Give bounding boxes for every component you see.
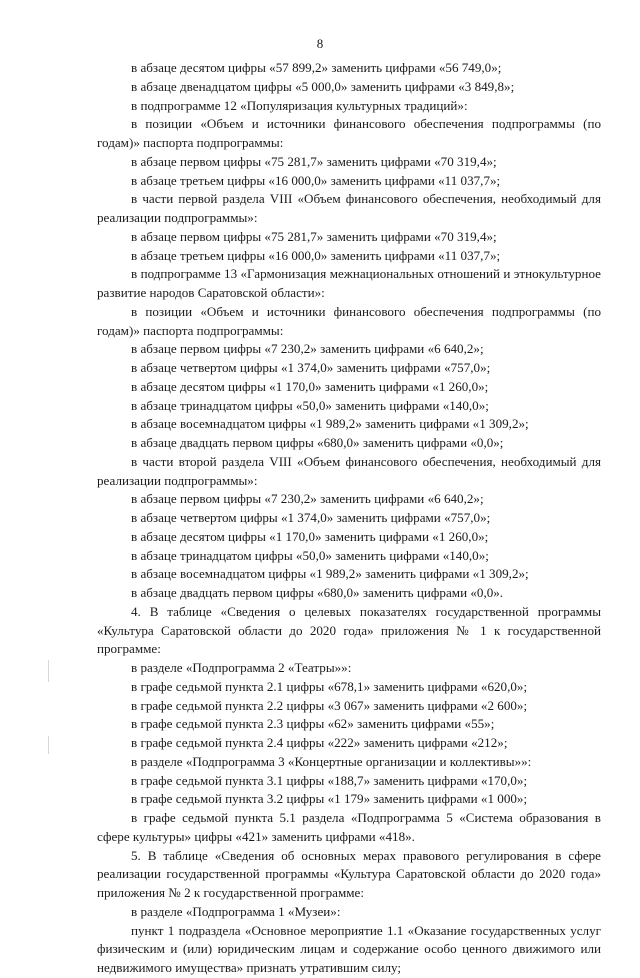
paragraph: в абзаце двадцать первом цифры «680,0» заменить цифрами «0,0». bbox=[131, 585, 504, 600]
paragraph: в абзаце тринадцатом цифры «50,0» заменить цифрами «140,0»; bbox=[131, 547, 489, 563]
paragraph: в абзаце тринадцатом цифры «50,0» заменить цифрами «140,0»; bbox=[131, 397, 489, 413]
paragraph: в абзаце третьем цифры «16 000,0» заменить цифрами «11 037,7»; bbox=[131, 172, 501, 188]
paragraph: в графе седьмой пункта 2.4 цифры «222» заменить цифрами «212»; bbox=[131, 735, 508, 750]
paragraph: в абзаце десятом цифры «57 899,2» заменить цифрами «56 749,0»; bbox=[131, 60, 502, 75]
paragraph: в разделе «Подпрограмма 3 «Концертные организации и коллективы»»: bbox=[131, 753, 532, 769]
paragraph: в абзаце четвертом цифры «1 374,0» заменить цифрами «757,0»; bbox=[131, 510, 491, 525]
paragraph: в абзаце двенадцатом цифры «5 000,0» заменить цифрами «3 849,8»; bbox=[131, 78, 515, 94]
paragraph: в части первой раздела VIII «Объем финансового обеспечения, необходимый для реализации подпрограммы»: bbox=[97, 191, 601, 225]
paragraph: в подпрограмме 13 «Гармонизация межнациональных отношений и этнокультурное развитие народов Саратовской области»: bbox=[97, 266, 601, 300]
paragraph: в абзаце двадцать первом цифры «680,0» заменить цифрами «0,0»; bbox=[131, 435, 504, 450]
paragraph: в подпрограмме 12 «Популяризация культурных традиций»: bbox=[131, 97, 468, 113]
paragraph: в разделе «Подпрограмма 1 «Музеи»: bbox=[131, 903, 341, 919]
margin-scan-mark bbox=[48, 660, 49, 682]
paragraph: в абзаце четвертом цифры «1 374,0» заменить цифрами «757,0»; bbox=[131, 360, 491, 375]
paragraph: в абзаце первом цифры «75 281,7» заменить цифрами «70 319,4»; bbox=[131, 153, 497, 169]
document-body bbox=[97, 59, 601, 978]
paragraph: в позиции «Объем и источники финансового обеспечения подпрограммы (по годам)» паспорта подпрограммы: bbox=[97, 116, 601, 150]
paragraph: в графе седьмой пункта 3.2 цифры «1 179» заменить цифрами «1 000»; bbox=[131, 791, 528, 807]
paragraph: в абзаце первом цифры «75 281,7» заменить цифрами «70 319,4»; bbox=[131, 228, 497, 244]
paragraph: пункт 1 подраздела «Основное мероприятие 1.1 «Оказание государственных услуг физическим и (или) юридическим лицам и содержание особо ценного движимого или недвижимого имущества» признать утратившим силу; bbox=[97, 922, 601, 975]
paragraph: 4. В таблице «Сведения о целевых показателях государственной программы «Культура Саратовской области до 2020 года» приложения № 1 к государственной программе: bbox=[97, 603, 601, 657]
paragraph: в абзаце третьем цифры «16 000,0» заменить цифрами «11 037,7»; bbox=[131, 247, 501, 263]
paragraph: в абзаце первом цифры «7 230,2» заменить цифрами «6 640,2»; bbox=[131, 341, 484, 357]
paragraph: в абзаце восемнадцатом цифры «1 989,2» заменить цифрами «1 309,2»; bbox=[131, 416, 529, 432]
page-number: 8 bbox=[316, 36, 324, 51]
paragraph: 5. В таблице «Сведения об основных мерах правового регулирования в сфере реализации государственной программы «Культура Саратовской области до 2020 года» приложения № 2 к государственной программе: bbox=[97, 847, 601, 900]
paragraph: в абзаце первом цифры «7 230,2» заменить цифрами «6 640,2»; bbox=[131, 491, 484, 507]
paragraph: в части второй раздела VIII «Объем финансового обеспечения, необходимый для реализации подпрограммы»: bbox=[97, 453, 601, 488]
paragraph: в графе седьмой пункта 2.1 цифры «678,1» заменить цифрами «620,0»; bbox=[131, 678, 528, 694]
paragraph: в абзаце восемнадцатом цифры «1 989,2» заменить цифрами «1 309,2»; bbox=[131, 566, 529, 582]
margin-scan-mark bbox=[48, 736, 49, 754]
paragraph: в разделе «Подпрограмма 2 «Театры»»: bbox=[131, 660, 352, 675]
paragraph: в абзаце десятом цифры «1 170,0» заменить цифрами «1 260,0»; bbox=[131, 378, 489, 394]
paragraph: в графе седьмой пункта 2.3 цифры «62» заменить цифрами «55»; bbox=[131, 716, 495, 732]
paragraph: в графе седьмой пункта 3.1 цифры «188,7» заменить цифрами «170,0»; bbox=[131, 772, 528, 788]
paragraph: в абзаце десятом цифры «1 170,0» заменить цифрами «1 260,0»; bbox=[131, 528, 489, 544]
paragraph: в графе седьмой пункта 2.2 цифры «3 067» заменить цифрами «2 600»; bbox=[131, 697, 528, 713]
paragraph: в позиции «Объем и источники финансового обеспечения подпрограммы (по годам)» паспорта подпрограммы: bbox=[97, 303, 601, 338]
paragraph: в графе седьмой пункта 5.1 раздела «Подпрограмма 5 «Система образования в сфере культуры» цифры «421» заменить цифрами «418». bbox=[97, 810, 601, 844]
